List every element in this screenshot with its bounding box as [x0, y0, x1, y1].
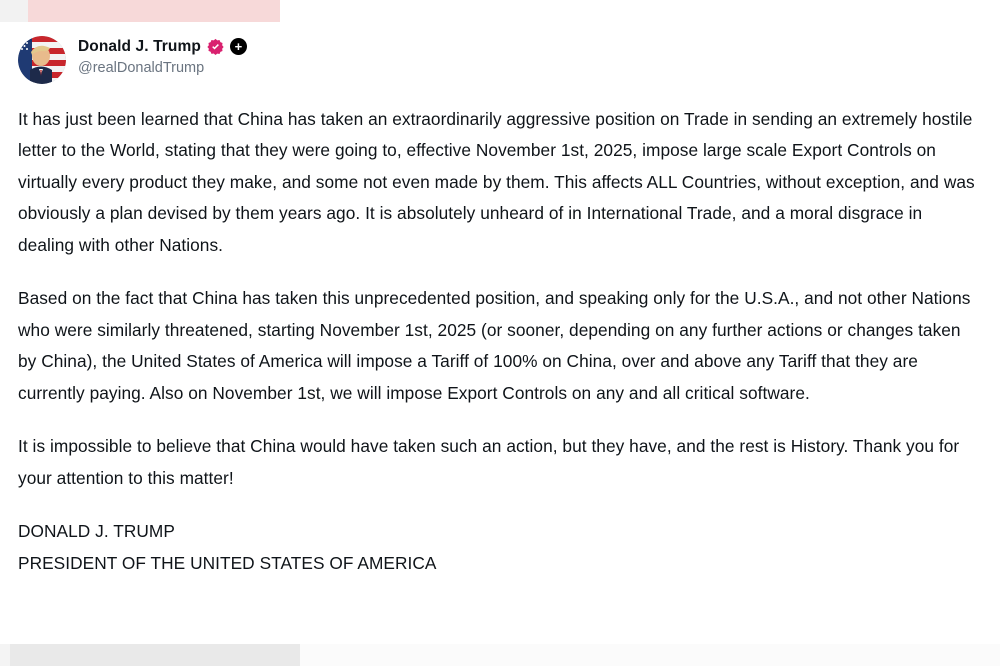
- post-signature: [18, 516, 982, 579]
- post-header: [18, 36, 982, 92]
- author-handle[interactable]: @realDonaldTrump: [78, 60, 205, 76]
- top-strip-middle-segment: [28, 0, 280, 22]
- author-name-row: [78, 38, 247, 55]
- author-identity: [78, 36, 247, 76]
- bottom-strip-left-segment: [0, 644, 10, 666]
- avatar[interactable]: [18, 36, 66, 84]
- top-edge-strip: [0, 0, 1000, 22]
- social-post-card: [0, 22, 1000, 644]
- author-display-name: Donald J. Trump: [78, 37, 201, 55]
- plus-badge-icon: +: [230, 38, 247, 55]
- post-paragraph: Based on the fact that China has taken this unprecedented position, and speaking only for the U.S.A., and not other Nations who were similarly threatened, starting November 1st, 2025 (or sooner, depending on any further actions or changes taken by China), the United States of America will impose a Tariff of 100% on China, over and above any Tariff that they are currently paying. Also on November 1st, we will impose Export Controls on any and all critical software.: [18, 288, 971, 403]
- trump-flag-avatar-icon: [18, 36, 66, 84]
- post-paragraph: It is impossible to believe that China would have taken such an action, but they have, and the rest is History. Thank you for your attention to this matter!: [18, 436, 960, 488]
- post-body: [18, 104, 982, 579]
- top-strip-right-segment: [280, 0, 1000, 22]
- signature-name: DONALD J. TRUMP: [18, 521, 175, 542]
- signature-title: PRESIDENT OF THE UNITED STATES OF AMERICA: [18, 552, 437, 573]
- verified-check-icon: [207, 38, 224, 55]
- bottom-edge-strip: [0, 644, 1000, 666]
- top-strip-left-segment: [0, 0, 28, 22]
- bottom-strip-middle-segment: [10, 644, 300, 666]
- bottom-strip-right-segment: [300, 644, 1000, 666]
- post-paragraph: It has just been learned that China has taken an extraordinarily aggressive position on Trade in sending an extremely hostile letter to the World, stating that they were going to, effective November 1st, 2025, impose large scale Export Controls on virtually every product they make, and some not even made by them. This affects ALL Countries, without exception, and was obviously a plan devised by them years ago. It is absolutely unheard of in International Trade, and a moral disgrace in dealing with other Nations.: [18, 109, 975, 255]
